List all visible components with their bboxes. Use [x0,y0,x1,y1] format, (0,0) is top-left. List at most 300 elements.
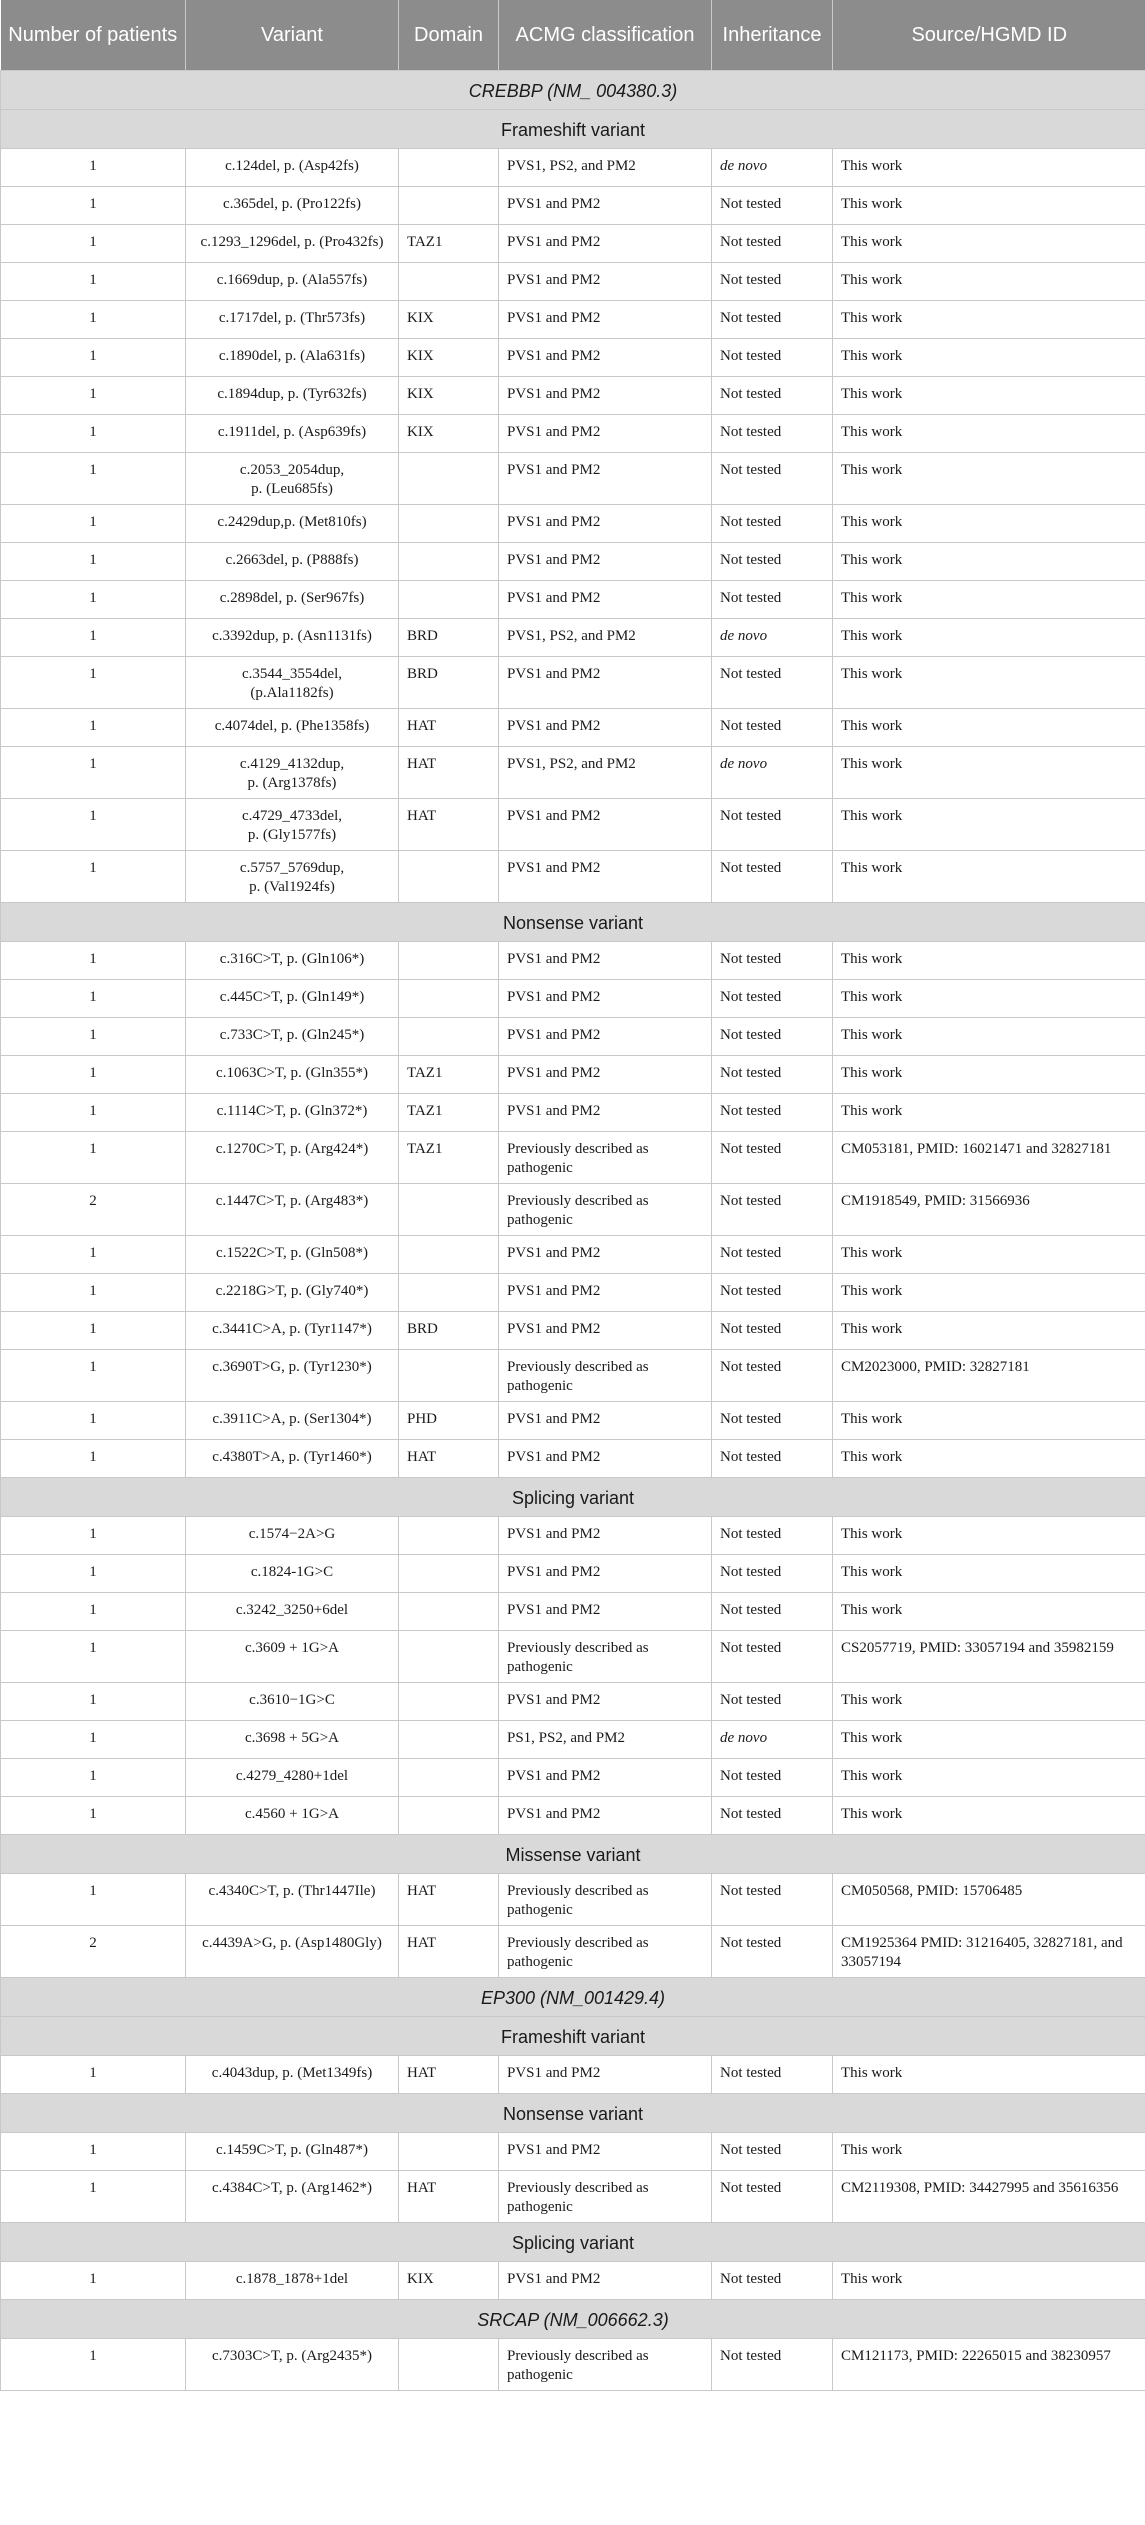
table-row [1,1797,1145,1835]
cell-source: This work [833,942,1145,980]
cell-inheritance: Not tested [712,415,833,453]
cell-patients: 1 [1,657,186,709]
cell-source: CM050568, PMID: 15706485 [833,1874,1145,1926]
gene-name: CREBBP (NM_ 004380.3) [1,71,1145,110]
cell-domain: HAT [399,2171,499,2223]
cell-patients: 1 [1,263,186,301]
category-name: Nonsense variant [1,2094,1145,2133]
cell-inheritance: Not tested [712,505,833,543]
cell-acmg: PVS1 and PM2 [499,1797,712,1835]
table-row [1,1312,1145,1350]
cell-domain: HAT [399,1926,499,1978]
cell-domain [399,1593,499,1631]
cell-source: This work [833,799,1145,851]
cell-source: This work [833,1056,1145,1094]
category-header-row [1,1478,1145,1517]
cell-acmg: PVS1 and PM2 [499,799,712,851]
cell-source: CM053181, PMID: 16021471 and 32827181 [833,1132,1145,1184]
cell-variant: c.7303C>T, p. (Arg2435*) [186,2339,399,2391]
cell-inheritance: Not tested [712,1056,833,1094]
cell-variant: c.4074del, p. (Phe1358fs) [186,709,399,747]
cell-variant: c.3610−1G>C [186,1683,399,1721]
category-header-row [1,110,1145,149]
cell-acmg: Previously described as pathogenic [499,2171,712,2223]
cell-inheritance: Not tested [712,1517,833,1555]
table-row [1,301,1145,339]
table-row [1,149,1145,187]
cell-patients: 1 [1,747,186,799]
cell-domain [399,1797,499,1835]
table-row [1,453,1145,505]
cell-domain: TAZ1 [399,225,499,263]
cell-acmg: Previously described as pathogenic [499,1184,712,1236]
cell-acmg: PVS1 and PM2 [499,1056,712,1094]
cell-patients: 1 [1,581,186,619]
cell-patients: 1 [1,301,186,339]
cell-source: This work [833,263,1145,301]
table-row [1,225,1145,263]
table-row [1,619,1145,657]
cell-domain: HAT [399,799,499,851]
cell-acmg: PVS1 and PM2 [499,453,712,505]
cell-acmg: PVS1 and PM2 [499,851,712,903]
cell-source: This work [833,543,1145,581]
cell-variant: c.3544_3554del, (p.Ala1182fs) [186,657,399,709]
cell-variant: c.1911del, p. (Asp639fs) [186,415,399,453]
cell-inheritance: Not tested [712,1874,833,1926]
cell-patients: 1 [1,709,186,747]
cell-patients: 1 [1,1683,186,1721]
cell-patients: 1 [1,1440,186,1478]
cell-acmg: PS1, PS2, and PM2 [499,1721,712,1759]
cell-acmg: PVS1 and PM2 [499,505,712,543]
table-body [1,71,1145,2391]
cell-variant: c.1114C>T, p. (Gln372*) [186,1094,399,1132]
cell-patients: 1 [1,851,186,903]
cell-variant: c.4279_4280+1del [186,1759,399,1797]
cell-inheritance: Not tested [712,1236,833,1274]
cell-inheritance: Not tested [712,1593,833,1631]
cell-variant: c.4340C>T, p. (Thr1447Ile) [186,1874,399,1926]
cell-variant: c.4729_4733del, p. (Gly1577fs) [186,799,399,851]
cell-variant: c.4129_4132dup, p. (Arg1378fs) [186,747,399,799]
cell-variant: c.733C>T, p. (Gln245*) [186,1018,399,1056]
cell-acmg: PVS1 and PM2 [499,942,712,980]
cell-domain: KIX [399,2262,499,2300]
cell-domain [399,1631,499,1683]
cell-domain [399,980,499,1018]
cell-inheritance: Not tested [712,799,833,851]
cell-domain [399,1274,499,1312]
cell-domain [399,263,499,301]
cell-inheritance: Not tested [712,851,833,903]
category-header-row [1,2017,1145,2056]
cell-acmg: PVS1 and PM2 [499,1018,712,1056]
cell-source: This work [833,1402,1145,1440]
cell-acmg: PVS1 and PM2 [499,339,712,377]
cell-patients: 1 [1,415,186,453]
cell-source: This work [833,149,1145,187]
table-row [1,1274,1145,1312]
cell-variant: c.1270C>T, p. (Arg424*) [186,1132,399,1184]
table-row [1,1517,1145,1555]
cell-patients: 1 [1,1759,186,1797]
table-row [1,657,1145,709]
cell-domain [399,581,499,619]
cell-inheritance: Not tested [712,1759,833,1797]
cell-inheritance: Not tested [712,1132,833,1184]
cell-source: This work [833,453,1145,505]
cell-variant: c.1293_1296del, p. (Pro432fs) [186,225,399,263]
cell-domain [399,1759,499,1797]
header-domain: Domain [399,0,499,71]
category-header-row [1,1835,1145,1874]
cell-inheritance: Not tested [712,1350,833,1402]
cell-acmg: PVS1 and PM2 [499,377,712,415]
cell-inheritance: Not tested [712,543,833,581]
cell-patients: 1 [1,1797,186,1835]
cell-patients: 2 [1,1184,186,1236]
table-row [1,1094,1145,1132]
cell-variant: c.2218G>T, p. (Gly740*) [186,1274,399,1312]
cell-variant: c.2898del, p. (Ser967fs) [186,581,399,619]
cell-variant: c.1890del, p. (Ala631fs) [186,339,399,377]
header-inheritance: Inheritance [712,0,833,71]
cell-source: This work [833,1274,1145,1312]
cell-patients: 1 [1,2339,186,2391]
cell-domain [399,1555,499,1593]
cell-inheritance: Not tested [712,1094,833,1132]
cell-acmg: PVS1 and PM2 [499,2262,712,2300]
cell-domain: BRD [399,1312,499,1350]
cell-acmg: PVS1 and PM2 [499,301,712,339]
table-row [1,2339,1145,2391]
cell-source: This work [833,1018,1145,1056]
cell-source: This work [833,1555,1145,1593]
table-row [1,187,1145,225]
cell-domain: TAZ1 [399,1094,499,1132]
cell-inheritance: Not tested [712,1926,833,1978]
cell-domain: PHD [399,1402,499,1440]
cell-domain [399,187,499,225]
cell-inheritance: Not tested [712,1274,833,1312]
cell-patients: 1 [1,225,186,263]
table-row [1,1132,1145,1184]
cell-variant: c.2053_2054dup, p. (Leu685fs) [186,453,399,505]
cell-domain [399,1350,499,1402]
header-row [1,0,1145,71]
gene-header-row [1,2300,1145,2339]
cell-domain: KIX [399,415,499,453]
cell-patients: 1 [1,1402,186,1440]
cell-domain [399,2133,499,2171]
table-row [1,1440,1145,1478]
cell-patients: 1 [1,453,186,505]
cell-acmg: Previously described as pathogenic [499,2339,712,2391]
cell-acmg: Previously described as pathogenic [499,1926,712,1978]
table-row [1,415,1145,453]
cell-source: This work [833,1440,1145,1478]
cell-inheritance: Not tested [712,980,833,1018]
cell-domain: HAT [399,1874,499,1926]
cell-patients: 1 [1,619,186,657]
cell-inheritance: Not tested [712,263,833,301]
table-row [1,1721,1145,1759]
cell-patients: 1 [1,377,186,415]
cell-acmg: PVS1 and PM2 [499,263,712,301]
cell-variant: c.1878_1878+1del [186,2262,399,2300]
cell-source: CM2023000, PMID: 32827181 [833,1350,1145,1402]
category-name: Missense variant [1,1835,1145,1874]
cell-patients: 1 [1,1874,186,1926]
table-row [1,339,1145,377]
cell-domain [399,1184,499,1236]
cell-inheritance: Not tested [712,1184,833,1236]
cell-source: This work [833,747,1145,799]
cell-inheritance: Not tested [712,339,833,377]
table-header [1,0,1145,71]
cell-inheritance: de novo [712,1721,833,1759]
gene-name: EP300 (NM_001429.4) [1,1978,1145,2017]
cell-patients: 1 [1,1018,186,1056]
cell-source: This work [833,2262,1145,2300]
cell-patients: 1 [1,1094,186,1132]
cell-source: This work [833,1759,1145,1797]
cell-domain: HAT [399,2056,499,2094]
category-name: Nonsense variant [1,903,1145,942]
cell-acmg: PVS1 and PM2 [499,2133,712,2171]
cell-variant: c.124del, p. (Asp42fs) [186,149,399,187]
cell-source: CM2119308, PMID: 34427995 and 35616356 [833,2171,1145,2223]
cell-source: This work [833,2133,1145,2171]
cell-source: This work [833,1094,1145,1132]
cell-inheritance: Not tested [712,1555,833,1593]
cell-source: This work [833,377,1145,415]
cell-source: CS2057719, PMID: 33057194 and 35982159 [833,1631,1145,1683]
cell-acmg: PVS1, PS2, and PM2 [499,747,712,799]
table-row [1,1056,1145,1094]
cell-domain: HAT [399,747,499,799]
cell-variant: c.1894dup, p. (Tyr632fs) [186,377,399,415]
cell-inheritance: Not tested [712,1683,833,1721]
cell-domain: HAT [399,1440,499,1478]
cell-patients: 1 [1,1721,186,1759]
cell-variant: c.2663del, p. (P888fs) [186,543,399,581]
cell-source: This work [833,1236,1145,1274]
cell-patients: 1 [1,980,186,1018]
cell-acmg: PVS1 and PM2 [499,1094,712,1132]
table-row [1,1683,1145,1721]
cell-inheritance: Not tested [712,581,833,619]
cell-inheritance: Not tested [712,2056,833,2094]
cell-domain: KIX [399,301,499,339]
cell-variant: c.1717del, p. (Thr573fs) [186,301,399,339]
cell-acmg: PVS1 and PM2 [499,1312,712,1350]
cell-variant: c.4560 + 1G>A [186,1797,399,1835]
cell-source: This work [833,1721,1145,1759]
table-row [1,851,1145,903]
cell-acmg: PVS1, PS2, and PM2 [499,619,712,657]
table-row [1,2171,1145,2223]
cell-variant: c.4439A>G, p. (Asp1480Gly) [186,1926,399,1978]
cell-acmg: PVS1 and PM2 [499,1517,712,1555]
cell-patients: 1 [1,942,186,980]
table-row [1,1926,1145,1978]
cell-inheritance: Not tested [712,2133,833,2171]
cell-variant: c.3242_3250+6del [186,1593,399,1631]
cell-patients: 1 [1,1593,186,1631]
cell-acmg: Previously described as pathogenic [499,1350,712,1402]
cell-acmg: PVS1 and PM2 [499,543,712,581]
gene-header-row [1,71,1145,110]
cell-variant: c.3609 + 1G>A [186,1631,399,1683]
table-row [1,1874,1145,1926]
cell-acmg: PVS1 and PM2 [499,187,712,225]
cell-acmg: Previously described as pathogenic [499,1874,712,1926]
cell-inheritance: de novo [712,619,833,657]
header-acmg-classification: ACMG classification [499,0,712,71]
cell-inheritance: Not tested [712,1797,833,1835]
header-number-of-patients: Number of patients [1,0,186,71]
cell-inheritance: Not tested [712,709,833,747]
cell-source: This work [833,980,1145,1018]
cell-domain [399,149,499,187]
table-row [1,747,1145,799]
cell-source: This work [833,505,1145,543]
cell-patients: 1 [1,1236,186,1274]
cell-acmg: PVS1 and PM2 [499,1683,712,1721]
table-row [1,263,1145,301]
category-header-row [1,2223,1145,2262]
cell-variant: c.3911C>A, p. (Ser1304*) [186,1402,399,1440]
cell-variant: c.1574−2A>G [186,1517,399,1555]
cell-domain [399,1721,499,1759]
cell-acmg: PVS1 and PM2 [499,1759,712,1797]
cell-domain: KIX [399,377,499,415]
cell-patients: 1 [1,339,186,377]
cell-acmg: PVS1 and PM2 [499,1555,712,1593]
cell-domain [399,1683,499,1721]
cell-source: This work [833,581,1145,619]
cell-patients: 1 [1,505,186,543]
cell-patients: 1 [1,1517,186,1555]
header-variant: Variant [186,0,399,71]
cell-inheritance: Not tested [712,657,833,709]
cell-domain [399,1236,499,1274]
cell-domain [399,505,499,543]
category-header-row [1,903,1145,942]
table-row [1,1555,1145,1593]
cell-variant: c.1669dup, p. (Ala557fs) [186,263,399,301]
cell-patients: 1 [1,149,186,187]
cell-inheritance: Not tested [712,1312,833,1350]
cell-inheritance: Not tested [712,2339,833,2391]
gene-name: SRCAP (NM_006662.3) [1,2300,1145,2339]
table-row [1,1236,1145,1274]
cell-source: This work [833,301,1145,339]
cell-variant: c.4380T>A, p. (Tyr1460*) [186,1440,399,1478]
cell-source: This work [833,415,1145,453]
cell-acmg: PVS1 and PM2 [499,1402,712,1440]
cell-inheritance: Not tested [712,225,833,263]
category-name: Frameshift variant [1,110,1145,149]
cell-source: This work [833,657,1145,709]
header-source-hgmd-id: Source/HGMD ID [833,0,1145,71]
cell-inheritance: Not tested [712,187,833,225]
cell-inheritance: Not tested [712,2262,833,2300]
cell-patients: 1 [1,543,186,581]
cell-domain: BRD [399,619,499,657]
cell-source: This work [833,187,1145,225]
cell-domain [399,1018,499,1056]
cell-variant: c.1522C>T, p. (Gln508*) [186,1236,399,1274]
cell-acmg: PVS1 and PM2 [499,980,712,1018]
cell-source: This work [833,2056,1145,2094]
cell-source: CM1918549, PMID: 31566936 [833,1184,1145,1236]
table-row [1,709,1145,747]
cell-patients: 1 [1,2133,186,2171]
cell-patients: 1 [1,2056,186,2094]
table-row [1,2133,1145,2171]
cell-acmg: Previously described as pathogenic [499,1631,712,1683]
cell-domain: TAZ1 [399,1056,499,1094]
cell-inheritance: Not tested [712,1631,833,1683]
cell-variant: c.1063C>T, p. (Gln355*) [186,1056,399,1094]
cell-patients: 1 [1,1312,186,1350]
table-row [1,1593,1145,1631]
table-row [1,1184,1145,1236]
cell-domain [399,453,499,505]
cell-inheritance: Not tested [712,942,833,980]
cell-patients: 1 [1,187,186,225]
cell-source: This work [833,1517,1145,1555]
cell-patients: 2 [1,1926,186,1978]
cell-patients: 1 [1,1350,186,1402]
table-row [1,505,1145,543]
category-name: Frameshift variant [1,2017,1145,2056]
cell-variant: c.3392dup, p. (Asn1131fs) [186,619,399,657]
cell-acmg: PVS1 and PM2 [499,657,712,709]
table-row [1,377,1145,415]
cell-acmg: PVS1 and PM2 [499,2056,712,2094]
cell-variant: c.4043dup, p. (Met1349fs) [186,2056,399,2094]
cell-patients: 1 [1,1132,186,1184]
table-row [1,1759,1145,1797]
cell-domain [399,851,499,903]
cell-acmg: PVS1 and PM2 [499,415,712,453]
cell-domain: TAZ1 [399,1132,499,1184]
table-row [1,799,1145,851]
table-row [1,581,1145,619]
table-row [1,1402,1145,1440]
cell-variant: c.4384C>T, p. (Arg1462*) [186,2171,399,2223]
cell-patients: 1 [1,2171,186,2223]
cell-variant: c.5757_5769dup, p. (Val1924fs) [186,851,399,903]
cell-source: This work [833,619,1145,657]
gene-header-row [1,1978,1145,2017]
cell-variant: c.3441C>A, p. (Tyr1147*) [186,1312,399,1350]
cell-inheritance: de novo [712,149,833,187]
table-row [1,980,1145,1018]
cell-patients: 1 [1,2262,186,2300]
category-name: Splicing variant [1,1478,1145,1517]
cell-variant: c.1447C>T, p. (Arg483*) [186,1184,399,1236]
cell-domain: HAT [399,709,499,747]
cell-domain [399,2339,499,2391]
cell-acmg: PVS1 and PM2 [499,1274,712,1312]
cell-source: This work [833,339,1145,377]
cell-variant: c.1824-1G>C [186,1555,399,1593]
